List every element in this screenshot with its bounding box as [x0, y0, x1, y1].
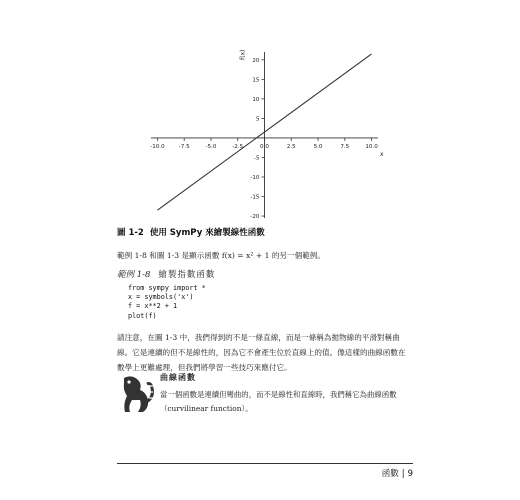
function-plot — [0, 0, 520, 225]
y-tick-label: 15 — [252, 77, 260, 84]
y-axis-label: f(x) — [239, 49, 247, 60]
x-tick-label: -5.0 — [205, 143, 217, 150]
x-tick-label: 10.0 — [365, 143, 378, 150]
y-tick-label: -5 — [253, 155, 260, 162]
x-axis-label: x — [380, 150, 384, 158]
tip-title: 曲線函數 — [160, 372, 196, 382]
tip-body: 當一個函數是連續但彎曲的，而不是線性和直線時，我們稱它為曲線函數（curvilinear function）。 — [160, 390, 397, 413]
footer-separator: | — [401, 469, 405, 479]
x-tick-label: 5.0 — [313, 143, 323, 150]
y-tick-label: -15 — [250, 194, 260, 201]
x-tick-label: -10.0 — [150, 143, 165, 150]
figure-caption — [117, 226, 265, 238]
x-tick-label: -7.5 — [178, 143, 190, 150]
example-name: 繪製指數函數 — [158, 270, 216, 280]
example-heading — [117, 268, 215, 280]
y-tick-label: 5 — [255, 116, 260, 123]
paragraph-intro: 範例 1-8 和圖 1-3 是顯示函數 f(x) = x² + 1 的另一個範例。 — [117, 251, 325, 260]
y-tick-label: -20 — [250, 214, 260, 221]
code-listing: from sympy import * x = symbols('x') f = x**2 + 1 plot(f) — [128, 284, 206, 320]
x-tick-label: 2.5 — [286, 143, 296, 150]
figure-number: 圖 1-2 — [117, 228, 144, 238]
example-label: 範例 1-8 — [117, 270, 151, 280]
footer-page-number: 9 — [407, 469, 413, 479]
footer-rule — [117, 463, 413, 464]
y-tick-label: 20 — [252, 57, 260, 64]
figure-caption-text: 使用 SymPy 來繪製線性函數 — [149, 228, 265, 238]
paragraph-explanation: 請注意，在圖 1-3 中，我們得到的不是一條直線，而是一條稱為拋物線的平滑對稱曲線。它是連續的但不是線性的，因為它不會產生位於直線上的值。像這樣的曲線函數在數學上更難處理，但我們將學習一些技巧來應付它。 — [117, 333, 406, 372]
x-tick-label: 7.5 — [340, 143, 350, 150]
page-footer — [382, 467, 413, 479]
lemur-icon — [118, 372, 154, 416]
footer-chapter: 函數 — [381, 469, 399, 479]
x-tick-label: -2.5 — [232, 143, 244, 150]
x-tick-label: 0.0 — [260, 143, 269, 150]
y-tick-label: 10 — [252, 96, 260, 103]
y-tick-label: -10 — [250, 174, 260, 181]
figure — [0, 0, 520, 225]
